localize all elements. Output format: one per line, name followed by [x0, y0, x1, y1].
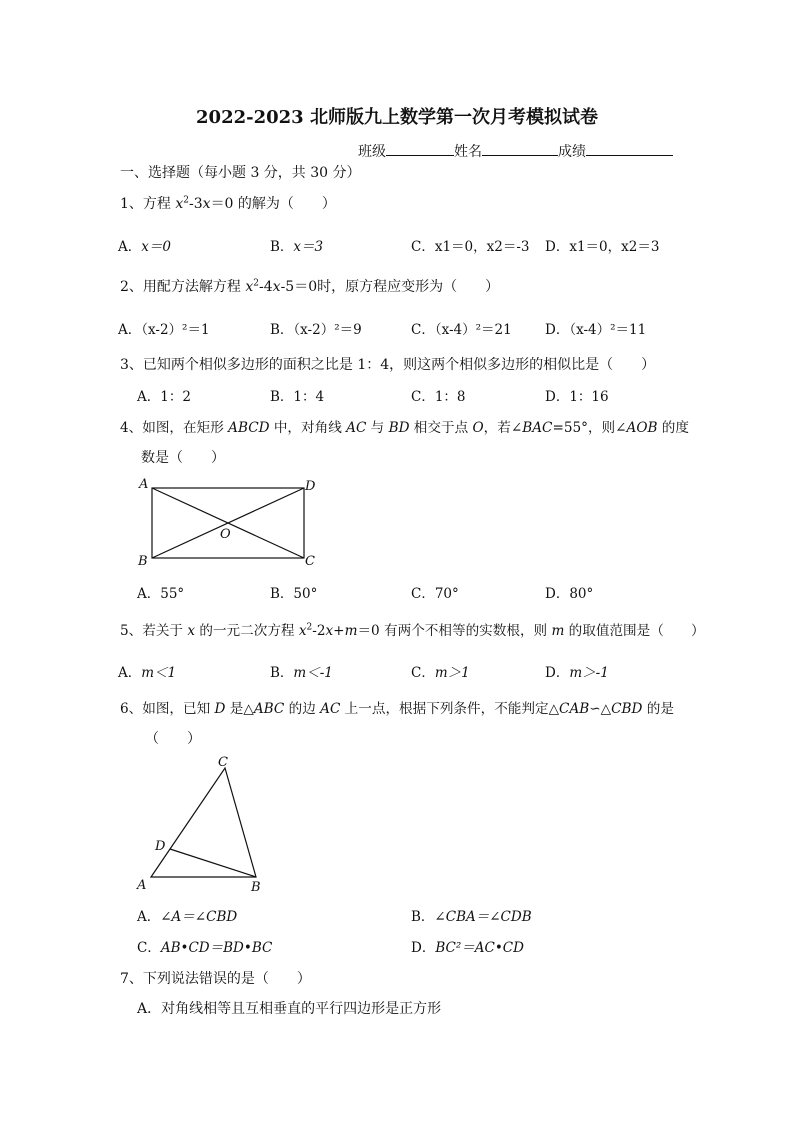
option-label: B． [270, 322, 294, 338]
question-text: 下列说法错误的是（ ） [142, 971, 311, 987]
q5-option-d [545, 661, 609, 681]
question-number: 4、 [120, 420, 143, 436]
q6-option-a [137, 905, 237, 925]
option-label: B． [270, 665, 294, 681]
variable: x [175, 196, 184, 212]
q2-option-c [411, 318, 512, 338]
question-text: -2 [312, 623, 326, 639]
q2-option-b [270, 318, 362, 338]
question-number: 1、 [120, 196, 143, 212]
option-text: 80° [569, 586, 594, 602]
option-label: C． [411, 586, 435, 602]
segment-bd [170, 849, 256, 877]
q4-option-b [270, 582, 317, 602]
option-text: AB•CD＝BD•BC [160, 940, 273, 956]
option-label: A． [137, 1001, 162, 1017]
question-text: + [333, 623, 345, 639]
question-text: 如图，在矩形 [142, 420, 229, 436]
question-text: 已知两个相似多边形的面积之比是 1：4，则这两个相似多边形的相似比是（ ） [142, 357, 656, 373]
variable: BAC [522, 420, 553, 436]
name-label: 姓名 [454, 144, 482, 160]
vertex-label-b: B [138, 554, 148, 569]
exponent: 2 [183, 195, 190, 206]
option-label: A． [118, 322, 142, 338]
option-label: B． [270, 586, 294, 602]
score-label: 成绩 [558, 144, 586, 160]
question-text: 中，对角线 [269, 420, 347, 436]
option-text: 1：16 [569, 389, 609, 405]
q3-option-a [137, 385, 191, 405]
option-label: D． [545, 322, 570, 338]
option-label: D． [545, 586, 570, 602]
option-text: 1：4 [293, 389, 325, 405]
option-text: m＞-1 [569, 665, 609, 681]
option-text: ∠CBA＝∠CDB [434, 909, 532, 925]
option-label: B． [270, 239, 294, 255]
triangle-figure [132, 752, 272, 894]
option-text: x＝0 [141, 239, 171, 255]
option-label: C． [411, 239, 435, 255]
question-number: 3、 [120, 357, 143, 373]
q4-option-d [545, 582, 593, 602]
question-text: 用配方法解方程 [142, 279, 246, 295]
question-number: 2、 [120, 279, 143, 295]
q1-option-b [270, 235, 323, 255]
triangle-abc [151, 768, 256, 877]
variable: D [214, 701, 226, 717]
option-label: B． [411, 909, 435, 925]
option-text: x1＝0，x2＝3 [569, 239, 660, 255]
student-info-line [358, 141, 673, 161]
option-label: C． [411, 389, 435, 405]
q4-option-a [137, 582, 184, 602]
q1-option-a [118, 235, 171, 255]
question-number: 6、 [120, 701, 143, 717]
variable: CAB [559, 701, 590, 717]
option-text: （x-4）²＝21 [434, 322, 512, 338]
option-text: 55° [160, 586, 185, 602]
variable: BD [388, 420, 410, 436]
option-label: C． [411, 322, 435, 338]
question-text: 相交于点 [409, 420, 473, 436]
option-text: x＝3 [293, 239, 324, 255]
q6-option-d [411, 936, 524, 956]
question-6-line-2: （ ） [145, 731, 201, 747]
intersection-label-o: O [220, 527, 231, 542]
question-number: 7、 [120, 971, 143, 987]
variable: ABCD [228, 420, 270, 436]
variable: O [472, 420, 484, 436]
question-4 [120, 416, 689, 436]
question-text: ＝0 有两个不相等的实数根，则 [357, 623, 552, 639]
question-text: 是△ [225, 701, 254, 717]
option-label: A． [137, 389, 161, 405]
variable: x [272, 279, 281, 295]
vertex-label-b: B [251, 880, 261, 894]
section-heading: 一、选择题（每小题 3 分，共 30 分） [120, 165, 361, 181]
q3-option-c [411, 385, 466, 405]
question-text: ，若∠ [483, 420, 523, 436]
option-text: ∠A＝∠CBD [160, 909, 238, 925]
q3-option-b [270, 385, 324, 405]
q3-option-d [545, 385, 609, 405]
variable: m [551, 623, 565, 639]
score-blank [586, 142, 673, 156]
q1-option-c [411, 235, 530, 255]
question-1 [120, 193, 336, 213]
question-3 [120, 354, 655, 374]
variable: AC [320, 701, 341, 717]
class-blank [386, 142, 454, 156]
option-label: C． [137, 940, 161, 956]
question-text: ∽△ [589, 701, 612, 717]
option-text: 对角线相等且互相垂直的平行四边形是正方形 [161, 1001, 442, 1017]
vertex-label-c: C [305, 554, 315, 569]
question-4-line-2: 数是（ ） [141, 450, 225, 466]
page-title: 2022-2023 北师版九上数学第一次月考模拟试卷 [196, 107, 598, 128]
variable: x [202, 196, 211, 212]
option-text: m＜-1 [293, 665, 333, 681]
q2-option-d [545, 318, 646, 338]
variable: m [344, 623, 358, 639]
question-text: 上一点，根据下列条件，不能判定△ [340, 701, 560, 717]
q5-option-a [118, 661, 176, 681]
vertex-label-d: D [305, 479, 316, 494]
q7-option-a [137, 998, 441, 1018]
vertex-label-a: A [139, 477, 149, 492]
question-2 [120, 276, 499, 296]
option-text: x1＝0，x2＝-3 [434, 239, 530, 255]
option-text: BC²＝AC•CD [435, 940, 524, 956]
q6-option-c [137, 936, 272, 956]
question-number: 5、 [120, 623, 143, 639]
q5-option-c [411, 661, 470, 681]
vertex-label-d: D [155, 839, 166, 854]
rectangle-figure [130, 474, 330, 570]
q4-option-c [411, 582, 459, 602]
question-text: 的边 [284, 701, 321, 717]
question-5 [120, 619, 705, 639]
question-text: 如图，已知 [142, 701, 215, 717]
option-label: D． [545, 389, 570, 405]
option-label: D． [411, 940, 436, 956]
question-7 [120, 968, 311, 988]
option-label: A． [137, 586, 161, 602]
vertex-label-c: C [218, 755, 228, 770]
option-text: 70° [434, 586, 459, 602]
name-blank [482, 142, 558, 156]
option-label: A． [118, 239, 142, 255]
variable: x [325, 623, 334, 639]
option-text: （x-2）²＝1 [141, 322, 210, 338]
option-text: m＞1 [434, 665, 470, 681]
question-text: -5＝0时，原方程应变形为（ ） [280, 279, 500, 295]
question-text: 的是 [642, 701, 674, 717]
option-label: B． [270, 389, 294, 405]
option-text: （x-4）²＝11 [569, 322, 647, 338]
option-text: 1：8 [434, 389, 466, 405]
option-text: 50° [293, 586, 318, 602]
option-label: A． [137, 909, 161, 925]
option-label: D． [545, 239, 570, 255]
exponent: 2 [306, 622, 313, 633]
q6-option-b [411, 905, 532, 925]
exponent: 2 [253, 278, 260, 289]
variable: x [298, 623, 307, 639]
question-text: =55°，则∠ [552, 420, 627, 436]
variable: x [187, 623, 196, 639]
vertex-label-a: A [137, 878, 147, 893]
question-text: 的度 [657, 420, 689, 436]
option-label: C． [411, 665, 435, 681]
q1-option-d [545, 235, 659, 255]
question-text: 方程 [142, 196, 176, 212]
question-text: -3 [189, 196, 203, 212]
option-text: 1：2 [160, 389, 191, 405]
variable: ABC [253, 701, 285, 717]
option-text: （x-2）²＝9 [293, 322, 362, 338]
variable: AC [346, 420, 367, 436]
q2-option-a [118, 318, 210, 338]
question-text: -4 [259, 279, 273, 295]
question-6 [120, 697, 674, 717]
option-label: A． [118, 665, 142, 681]
q5-option-b [270, 661, 333, 681]
variable: x [245, 279, 254, 295]
question-text: 的一元二次方程 [195, 623, 299, 639]
question-text: ＝0 的解为（ ） [210, 196, 336, 212]
question-text: 与 [366, 420, 389, 436]
variable: CBD [611, 701, 643, 717]
question-text: 的取值范围是（ ） [564, 623, 705, 639]
question-text: 若关于 [142, 623, 188, 639]
option-text: m＜1 [141, 665, 177, 681]
option-label: D． [545, 665, 570, 681]
class-label: 班级 [358, 144, 386, 160]
variable: AOB [626, 420, 658, 436]
